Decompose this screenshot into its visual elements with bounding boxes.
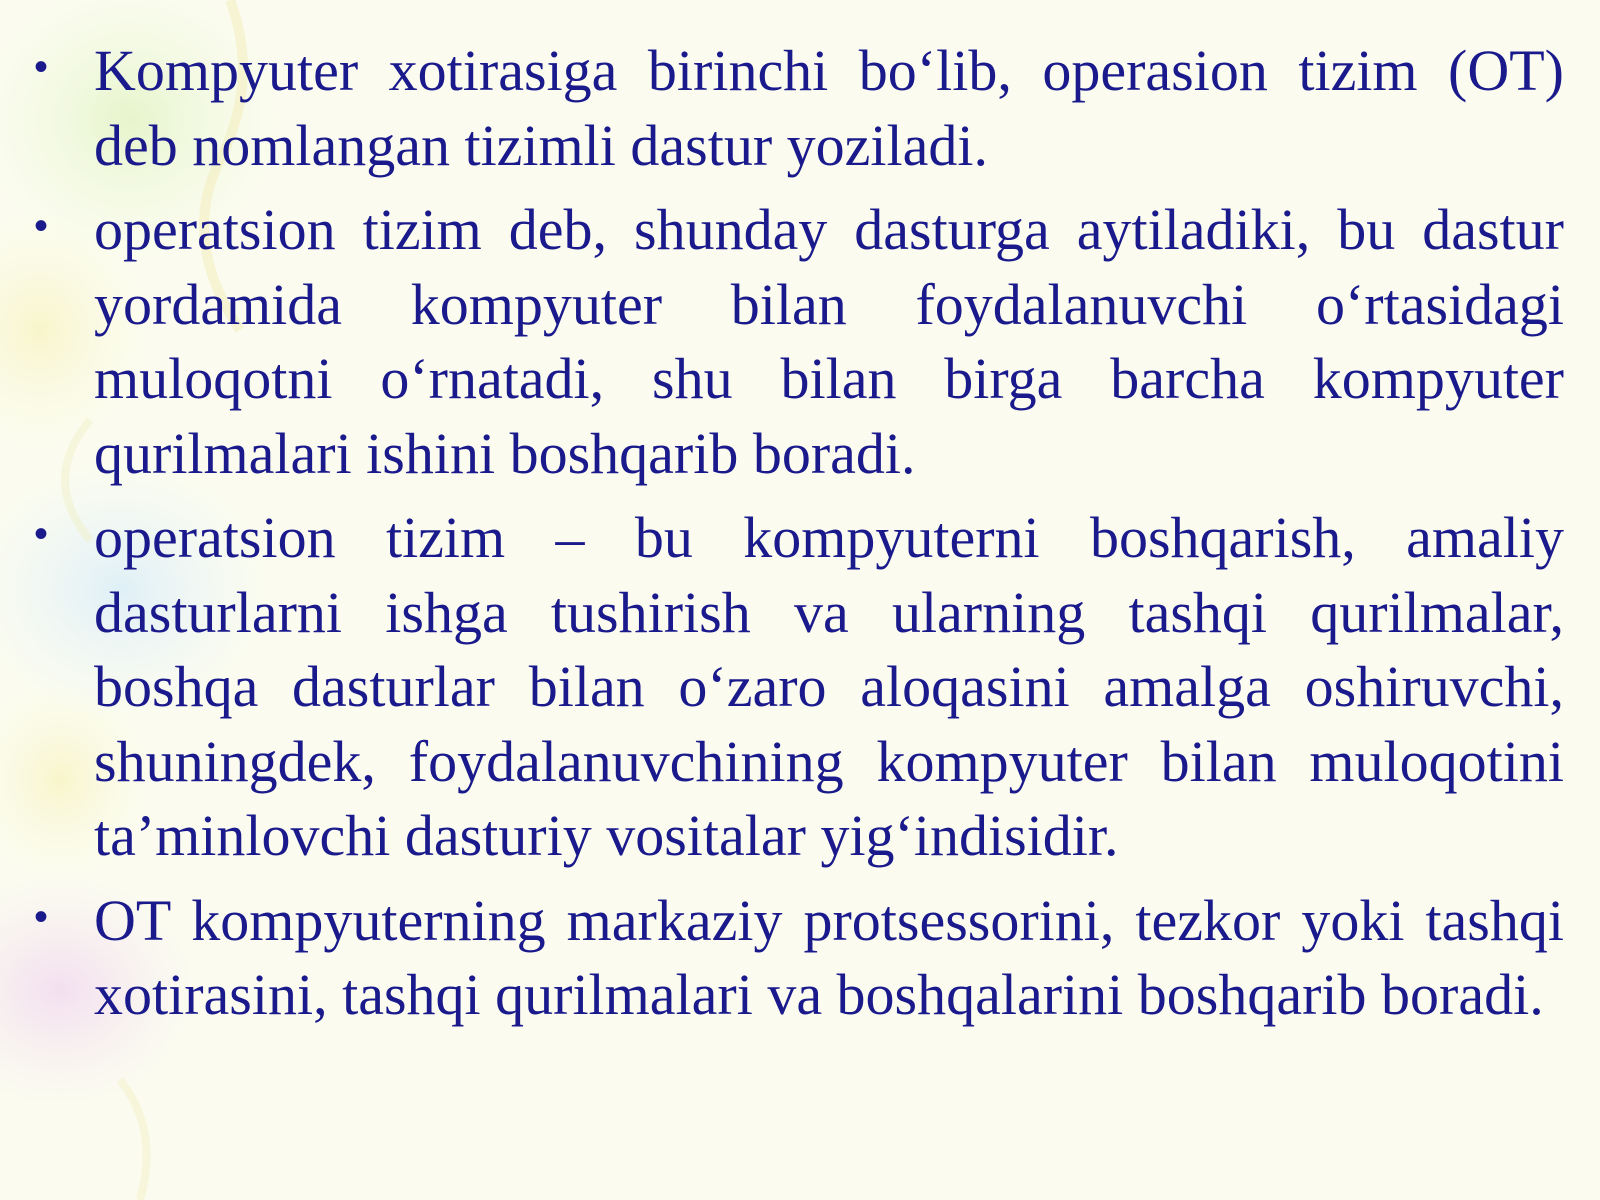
bullet-text: • operatsion tizim deb, shunday dasturga aytiladiki, bu dastur yordamida kompyuter bilan foydalanuvchi o‘rtasidagi muloqotni o‘rnatadi, shu bilan birga barcha kompyuter qurilmalari ishini boshqarib boradi.	[94, 197, 1564, 486]
bullet-item	[94, 193, 1564, 491]
bullet-text: • Kompyuter xotirasiga birinchi bo‘lib, operasion tizim (OT) deb nomlangan tizimli dastur yoziladi.	[94, 38, 1564, 178]
bullet-item	[94, 501, 1564, 874]
bullet-item	[94, 34, 1564, 183]
bullet-item	[94, 884, 1564, 1033]
bullet-text: • operatsion tizim – bu kompyuterni boshqarish, amaliy dasturlarni ishga tushirish va ularning tashqi qurilmalar, boshqa dasturlar bilan o‘zaro aloqasini amalga oshiruvchi, shuningdek, foydalanuvchining kompyuter bilan muloqotini ta’minlovchi dasturiy vositalar yig‘indisidir.	[94, 505, 1564, 868]
bullet-text: • OT kompyuterning markaziy protsessorini, tezkor yoki tashqi xotirasini, tashqi qurilmalari va boshqalarini boshqarib boradi.	[94, 887, 1564, 1027]
bullet-list	[94, 34, 1564, 1043]
